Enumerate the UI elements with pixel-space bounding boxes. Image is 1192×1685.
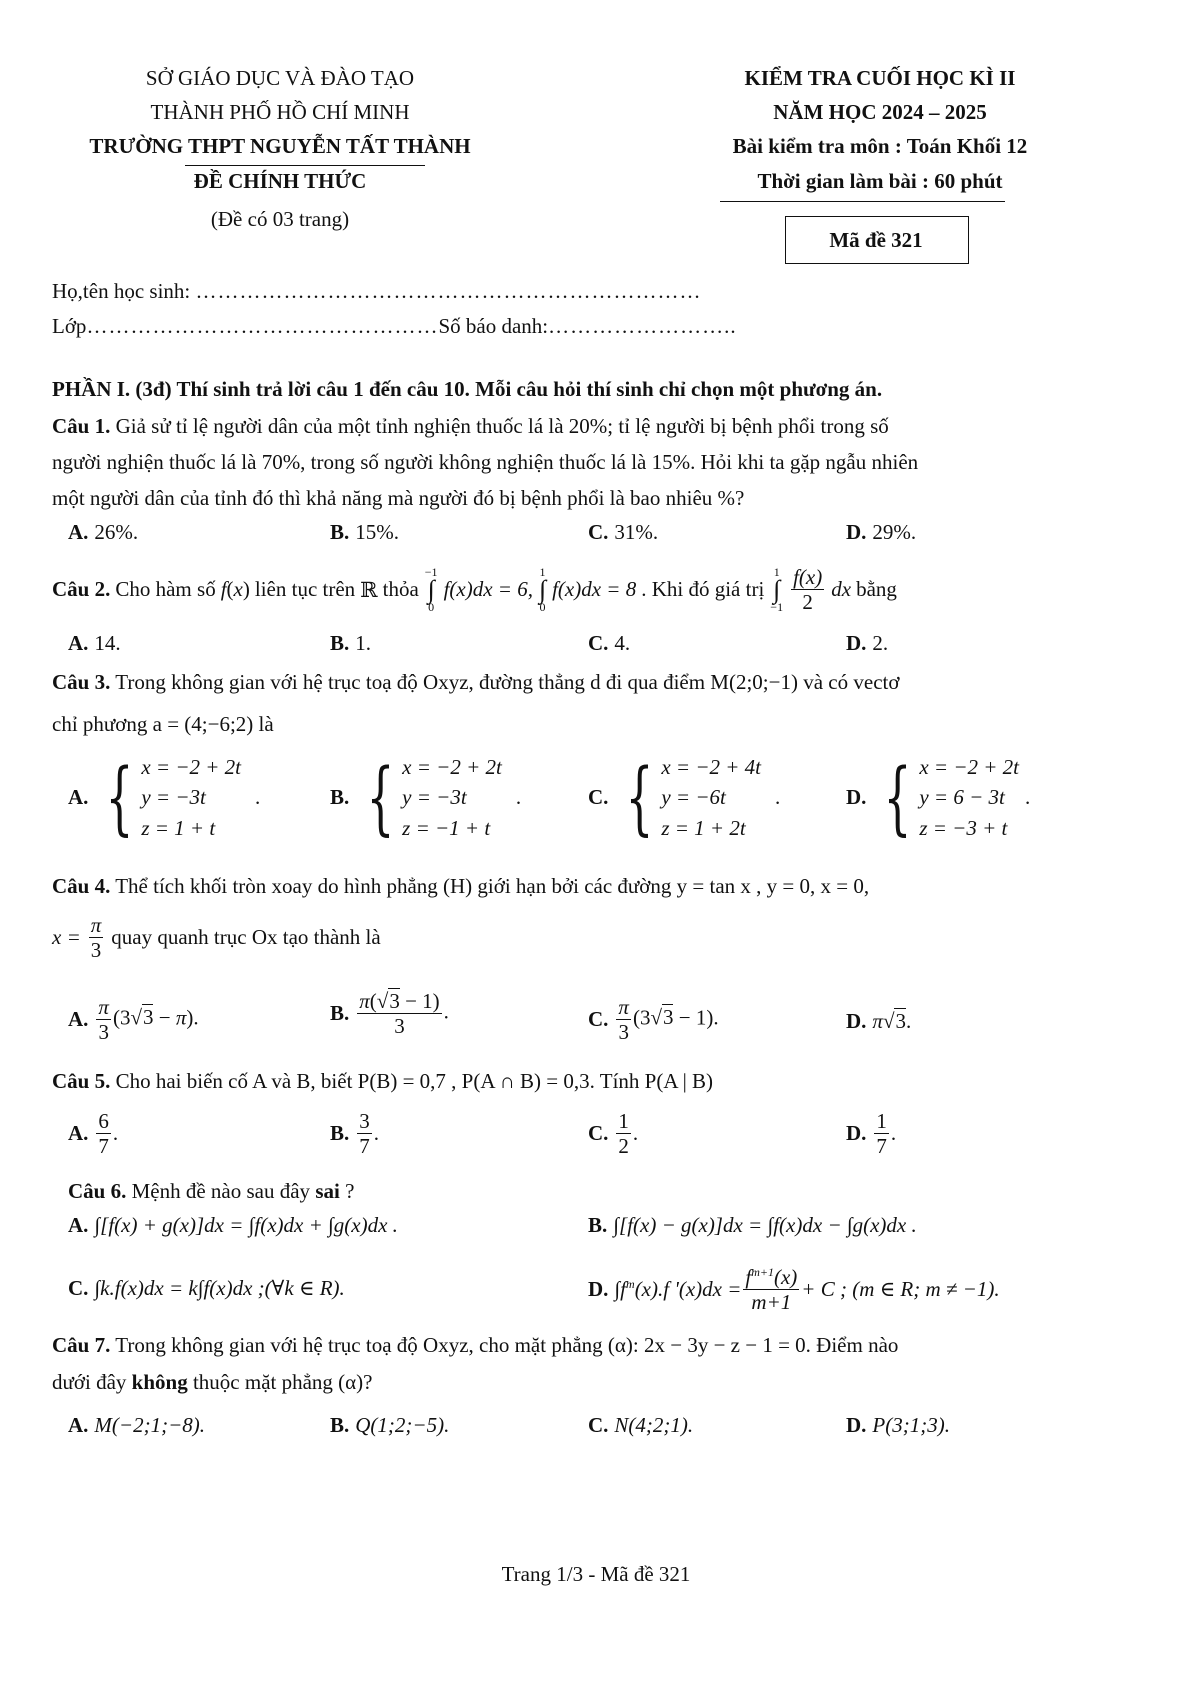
q6-option-c-text: ∫k.f(x)dx = k∫f(x)dx ;(∀k ∈ R). [94, 1276, 345, 1300]
school-underline [185, 165, 425, 166]
q4-frac-den: 3 [90, 938, 102, 963]
exam-code: Mã đề 321 [829, 228, 923, 252]
q2-integral-1: −1 ∫ 0 [424, 565, 438, 615]
q4-option-c-label: C. [588, 1007, 609, 1032]
q5-option-c[interactable]: C. $\frac{1}{2}$ . [588, 1109, 639, 1159]
q2-line1 [52, 566, 897, 613]
q2-text-d: . Khi đó giá trị [641, 577, 765, 602]
q2-text-c: thỏa [382, 577, 419, 602]
q3-b-row-x: x = −2 + 2t [402, 755, 502, 779]
q2-option-c[interactable] [588, 631, 630, 656]
q4-x-eq: x = [52, 925, 81, 950]
q1-option-b-text: 15%. [355, 520, 400, 544]
q4-pi-over-3 [89, 914, 104, 961]
q1-option-c-label: C. [588, 520, 609, 544]
subject-line: Bài kiểm tra môn : Toán Khối 12 [732, 134, 1028, 158]
school-name: TRƯỜNG THPT NGUYỄN TẤT THÀNH [89, 134, 471, 158]
q2-option-d[interactable] [846, 631, 888, 656]
q2-option-b-label: B. [330, 631, 350, 655]
q2-integral-3: 1 ∫ −1 [770, 565, 784, 615]
q2-real-symbol: ℝ [360, 577, 378, 602]
q3-c-row-x: x = −2 + 4t [661, 755, 761, 779]
q2-int3-lower: −1 [770, 600, 784, 615]
q6-option-d-tail: + C ; (m ∈ R; m ≠ −1). [801, 1277, 1000, 1302]
q4-label: Câu 4. [52, 874, 111, 898]
q7-option-d[interactable] [846, 1413, 950, 1438]
q2-frac-den: 2 [802, 590, 813, 615]
q5-a-den: 7 [98, 1134, 109, 1159]
q5-option-c-frac [616, 1110, 631, 1157]
q6-option-a-text: ∫[f(x) + g(x)]dx = ∫f(x)dx + ∫g(x)dx . [94, 1213, 398, 1237]
q5-option-d-frac [874, 1110, 889, 1157]
q1-line1 [52, 414, 889, 439]
q5-a-num: 6 [98, 1109, 109, 1133]
q2-text-e: bằng [856, 577, 897, 602]
class-label: Lớp [52, 314, 87, 338]
q5-option-b-label: B. [330, 1121, 350, 1146]
class-field[interactable]: ………………………………………… [86, 314, 439, 338]
q3-line2: chỉ phương a = (4;−6;2) là [52, 712, 274, 736]
q2-int1-expr: f(x)dx = 6, [443, 577, 533, 602]
q2-int1-lower: 0 [428, 600, 435, 615]
q5-option-b[interactable]: B. $\frac{3}{7}$ . [330, 1109, 380, 1159]
q1-option-c[interactable] [588, 520, 658, 545]
q4-option-d[interactable] [846, 1009, 911, 1034]
student-class-line [52, 314, 737, 339]
q2-dx: dx [831, 577, 852, 602]
q3-line1 [52, 670, 899, 695]
q3-text1: Trong không gian với hệ trục toạ độ Oxyz, đường thẳng d đi qua điểm M(2;0;−1) và có vectơ [115, 670, 900, 694]
q3-d-row-x: x = −2 + 2t [919, 755, 1019, 779]
q7-option-a-label: A. [68, 1413, 89, 1437]
q3-d-row-y: y = 6 − 3t [919, 785, 1005, 810]
q2-int3-upper: 1 [773, 565, 780, 579]
q5-d-den: 7 [876, 1134, 887, 1159]
page-footer: Trang 1/3 - Mã đề 321 [501, 1562, 691, 1586]
q1-option-d-text: 29%. [872, 520, 917, 544]
q7-line1 [52, 1333, 898, 1358]
q1-option-a-text: 26%. [94, 520, 139, 544]
q2-option-d-text: 2. [872, 631, 889, 655]
q2-text-b: liên tục trên [254, 577, 356, 602]
q2-option-a[interactable] [68, 631, 121, 656]
q6-option-d[interactable] [588, 1266, 1000, 1313]
q2-label: Câu 2. [52, 577, 111, 602]
q4-text2: quay quanh trục Ox tạo thành là [111, 925, 381, 950]
q4-option-b[interactable] [330, 990, 449, 1037]
q3-option-d[interactable]: D. { x = −2 + 2t y = 6 − 3t z = −3 + t . [846, 750, 1031, 844]
q3-b-row-z: z = −1 + t [402, 815, 491, 840]
q3-option-b-system: { x = −2 + 2t y = −3t z = −1 + t [366, 750, 502, 844]
q5-option-a[interactable]: A. $\frac{6}{7}$ . [68, 1109, 119, 1159]
q3-option-d-label: D. [846, 785, 867, 810]
q2-option-c-label: C. [588, 631, 609, 655]
q3-option-b-label: B. [330, 785, 350, 810]
q3-option-a-label: A. [68, 785, 89, 810]
q7-option-b-label: B. [330, 1413, 350, 1437]
q5-option-c-label: C. [588, 1121, 609, 1146]
q3-option-b[interactable]: B. { x = −2 + 2t y = −3t z = −1 + t . [330, 750, 522, 844]
q5-d-num: 1 [876, 1109, 887, 1133]
q5-option-b-frac [357, 1110, 372, 1157]
q3-c-row-z: z = 1 + 2t [661, 815, 746, 840]
q4-option-b-expr: $\frac{\pi(√3 - 1)}{3}$ . [359, 989, 449, 1039]
q4-text1: Thể tích khối tròn xoay do hình phẳng (H) giới hạn bởi các đường y = tan x , y = 0, x = 0, [115, 874, 870, 898]
q3-option-a-system: { x = −2 + 2t y = −3t z = 1 + t [105, 750, 241, 844]
q5-option-a-label: A. [68, 1121, 89, 1146]
q6-option-c-label: C. [68, 1276, 89, 1300]
q6-option-d-expr: $\int f^m(x).f$ '(x)dx = [614, 1277, 742, 1302]
exam-title: KIỂM TRA CUỐI HỌC KÌ II [744, 66, 1016, 90]
q5-option-d-label: D. [846, 1121, 867, 1146]
time-line: Thời gian làm bài : 60 phút [757, 169, 1003, 193]
time-underline [720, 201, 1005, 202]
q3-option-c-system: { x = −2 + 4t y = −6t z = 1 + 2t [625, 750, 761, 844]
page-count-note: (Đề có 03 trang) [210, 207, 350, 231]
q4-option-a-expr: $\frac{\pi}{3}$ (3√3 − π). [98, 995, 199, 1045]
student-name-label: Họ,tên học sinh: [52, 279, 191, 303]
q1-option-b[interactable] [330, 520, 399, 545]
q1-option-d-label: D. [846, 520, 867, 544]
q1-label: Câu 1. [52, 414, 111, 438]
q5-label: Câu 5. [52, 1069, 111, 1093]
q4-option-d-label: D. [846, 1009, 867, 1033]
q3-label: Câu 3. [52, 670, 111, 694]
q3-option-c[interactable]: C. { x = −2 + 4t y = −6t z = 1 + 2t . [588, 750, 781, 844]
q4-line2 [52, 914, 381, 961]
q3-d-row-z: z = −3 + t [919, 815, 1008, 840]
q2-text-a: Cho hàm số [115, 577, 216, 602]
q1-line2: người nghiện thuốc lá là 70%, trong số người không nghiện thuốc lá là 15%. Hỏi khi ta gặp ngẫu nhiên [52, 450, 919, 474]
q7-text2-bold: không [131, 1370, 188, 1394]
q4-option-a[interactable] [68, 996, 199, 1043]
q7-label: Câu 7. [52, 1333, 111, 1357]
q2-int2-upper: 1 [539, 565, 546, 579]
q1-option-c-text: 31%. [614, 520, 659, 544]
student-name-line [52, 279, 701, 304]
q3-option-a[interactable]: A. { x = −2 + 2t y = −3t z = 1 + t . [68, 750, 261, 844]
q5-line [52, 1069, 713, 1094]
q2-option-d-label: D. [846, 631, 867, 655]
q7-text1: Trong không gian với hệ trục toạ độ Oxyz, cho mặt phẳng (α): 2x − 3y − z − 1 = 0. Điểm nào [115, 1333, 899, 1357]
q6-option-b[interactable] [588, 1213, 917, 1238]
q4-frac-num: π [90, 913, 102, 937]
q5-text: Cho hai biến cố A và B, biết P(B) = 0,7 , P(A ∩ B) = 0,3. Tính P(A | B) [115, 1069, 714, 1093]
q7-option-b-text: Q(1;2;−5). [355, 1413, 450, 1437]
q7-option-a[interactable] [68, 1413, 205, 1438]
q2-option-b-text: 1. [355, 631, 372, 655]
q6-label: Câu 6. [68, 1179, 127, 1203]
city-name: THÀNH PHỐ HỒ CHÍ MINH [150, 100, 410, 124]
q6-option-a[interactable] [68, 1213, 398, 1238]
q3-a-row-y: y = −3t [141, 785, 206, 810]
q6-option-c[interactable] [68, 1276, 345, 1301]
q3-a-row-z: z = 1 + t [141, 815, 216, 840]
q4-option-b-label: B. [330, 1001, 350, 1026]
q1-option-a[interactable] [68, 520, 138, 545]
q7-option-b[interactable] [330, 1413, 449, 1438]
q1-option-a-label: A. [68, 520, 89, 544]
q4-option-a-label: A. [68, 1007, 89, 1032]
q2-option-a-text: 14. [94, 631, 121, 655]
q5-b-num: 3 [359, 1109, 370, 1133]
sbd-label: Số báo danh: [438, 314, 549, 338]
q2-int2-lower: 0 [539, 600, 546, 615]
q4-option-c-expr: $\frac{\pi}{3}$ (3√3 − 1). [618, 995, 719, 1045]
q6-option-b-label: B. [588, 1213, 608, 1237]
q6-option-d-frac: $\frac{f^{m+1}(x)}{m+1}$ [745, 1265, 798, 1315]
q3-c-row-y: y = −6t [661, 785, 726, 810]
q6-line [68, 1179, 354, 1204]
q2-int1-upper: −1 [424, 565, 438, 579]
q2-fraction [791, 566, 824, 613]
q6-text-pre: Mệnh đề nào sau đây [131, 1179, 311, 1203]
q7-option-c-label: C. [588, 1413, 609, 1437]
sbd-field[interactable]: …………………….. [548, 314, 737, 338]
q3-option-d-system: { x = −2 + 2t y = 6 − 3t z = −3 + t [883, 750, 1019, 844]
q7-option-c-text: N(4;2;1). [614, 1413, 694, 1437]
q7-option-a-text: M(−2;1;−8). [94, 1413, 205, 1437]
q6-option-b-text: ∫[f(x) − g(x)]dx = ∫f(x)dx − ∫g(x)dx . [613, 1213, 917, 1237]
q7-option-d-text: P(3;1;3). [872, 1413, 950, 1437]
q7-option-c[interactable] [588, 1413, 693, 1438]
q1-option-d[interactable] [846, 520, 916, 545]
q2-int2-expr: f(x)dx = 8 [552, 577, 637, 602]
q1-line3: một người dân của tỉnh đó thì khả năng mà người đó bị bệnh phổi là bao nhiêu %? [52, 486, 745, 510]
official-label: ĐỀ CHÍNH THỨC [193, 169, 367, 193]
q1-option-b-label: B. [330, 520, 350, 544]
school-year: NĂM HỌC 2024 – 2025 [773, 100, 987, 124]
q3-a-row-x: x = −2 + 2t [141, 755, 241, 779]
q7-text2-pre: dưới đây [52, 1370, 127, 1394]
part1-title: PHẦN I. (3đ) Thí sinh trả lời câu 1 đến câu 10. Mỗi câu hỏi thí sinh chỉ chọn một phương án. [52, 377, 883, 401]
q2-option-a-label: A. [68, 631, 89, 655]
q6-option-a-label: A. [68, 1213, 89, 1237]
q2-fx: f(x) [220, 577, 250, 602]
q6-text-post: ? [345, 1179, 355, 1203]
dept-name: SỞ GIÁO DỤC VÀ ĐÀO TẠO [145, 66, 415, 90]
q7-text2-post: thuộc mặt phẳng (α)? [192, 1370, 373, 1394]
q7-line2 [52, 1370, 372, 1395]
q5-c-num: 1 [618, 1109, 629, 1133]
q5-b-den: 7 [359, 1134, 370, 1159]
q5-option-a-frac [96, 1110, 111, 1157]
q6-text-bold: sai [315, 1179, 340, 1203]
q4-option-c[interactable] [588, 996, 719, 1043]
q2-option-c-text: 4. [614, 631, 631, 655]
q6-option-d-label: D. [588, 1277, 609, 1302]
q4-line1 [52, 874, 869, 899]
q3-b-row-y: y = −3t [402, 785, 467, 810]
q2-integral-2: 1 ∫ 0 [538, 565, 547, 615]
student-name-field[interactable]: …………………………………………………………… [195, 279, 702, 303]
q2-frac-num: f(x) [793, 565, 823, 590]
q7-option-d-label: D. [846, 1413, 867, 1437]
q5-c-den: 2 [618, 1134, 629, 1159]
q3-option-c-label: C. [588, 785, 609, 810]
q4-option-d-expr: π√3. [872, 1009, 912, 1033]
q2-option-b[interactable] [330, 631, 371, 656]
q1-text1: Giả sử tỉ lệ người dân của một tỉnh nghiện thuốc lá là 20%; tỉ lệ người bị bệnh phổi trong số [115, 414, 889, 438]
q5-option-d[interactable]: D. $\frac{1}{7}$ . [846, 1109, 897, 1159]
